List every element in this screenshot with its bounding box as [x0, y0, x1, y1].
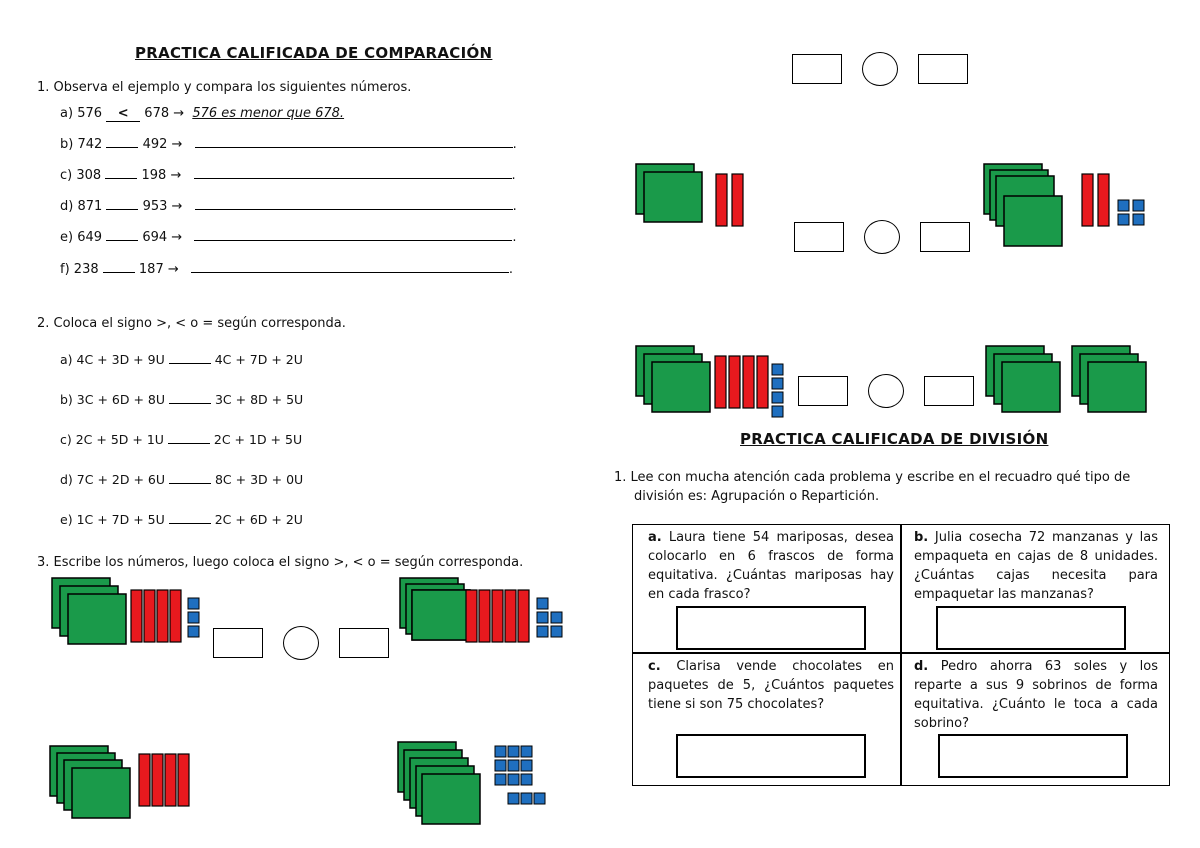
- q1-example-sign: <: [106, 106, 140, 122]
- blocks-group-4: [398, 742, 545, 824]
- q1-row-e: e) 649 694 → .: [60, 230, 517, 245]
- blocks-group-3: [50, 746, 189, 818]
- number-box[interactable]: [924, 376, 974, 406]
- q3-instruction: 3. Escribe los números, luego coloca el signo >, < o = según corresponda.: [37, 555, 524, 570]
- q1-row-d: d) 871 953 → .: [60, 199, 517, 214]
- blocks-group-7: [636, 346, 783, 417]
- sign-circle[interactable]: [862, 52, 898, 86]
- number-box[interactable]: [792, 54, 842, 84]
- number-box[interactable]: [918, 54, 968, 84]
- number-box[interactable]: [794, 222, 844, 252]
- answer-box-d[interactable]: [938, 734, 1128, 778]
- q2-row-b: b) 3C + 6D + 8U 3C + 8D + 5U: [60, 392, 304, 407]
- q2-instruction: 2. Coloca el signo >, < o = según corresponda.: [37, 316, 346, 331]
- problem-b: b. Julia cosecha 72 manzanas y las empaqueta en cajas de 8 unidades. ¿Cuántas cajas necesita para empaquetar las manzanas?: [914, 530, 1158, 602]
- blocks-group-2: [400, 578, 562, 642]
- q1-row-b: b) 742 492 → .: [60, 137, 517, 152]
- q1-row-a: a) 576 < 678 → 576 es menor que 678.: [60, 106, 345, 121]
- problem-d: d. Pedro ahorra 63 soles y los reparte a sus 9 sobrinos de forma equitativa. ¿Cuánto le toca a cada sobrino?: [914, 659, 1158, 731]
- blocks-group-8: [986, 346, 1146, 412]
- sign-circle[interactable]: [283, 626, 319, 660]
- number-box[interactable]: [213, 628, 263, 658]
- problem-c: c. Clarisa vende chocolates en paquetes de 5, ¿Cuántos paquetes tiene si son 75 chocolates?: [648, 659, 894, 712]
- q2-row-a: a) 4C + 3D + 9U 4C + 7D + 2U: [60, 352, 303, 367]
- problem-a: a. Laura tiene 54 mariposas, desea colocarlo en 6 frascos de forma equitativa. ¿Cuántas mariposas hay en cada frasco?: [648, 530, 894, 602]
- q2-row-c: c) 2C + 5D + 1U 2C + 1D + 5U: [60, 432, 303, 447]
- page-title-division: PRACTICA CALIFICADA DE DIVISIÓN: [740, 430, 1049, 448]
- q1-row-c: c) 308 198 → .: [60, 168, 516, 183]
- q2-row-e: e) 1C + 7D + 5U 2C + 6D + 2U: [60, 512, 303, 527]
- answer-box-a[interactable]: [676, 606, 866, 650]
- page-title-comparacion: PRACTICA CALIFICADA DE COMPARACIÓN: [135, 44, 493, 62]
- q2-row-d: d) 7C + 2D + 6U 8C + 3D + 0U: [60, 472, 304, 487]
- q1-row-f: f) 238 187 → .: [60, 262, 514, 277]
- sign-circle[interactable]: [868, 374, 904, 408]
- answer-box-c[interactable]: [676, 734, 866, 778]
- blocks-group-6: [984, 164, 1144, 246]
- sign-circle[interactable]: [864, 220, 900, 254]
- division-instruction-line1: 1. Lee con mucha atención cada problema y escribe en el recuadro qué tipo de: [614, 470, 1131, 485]
- number-box[interactable]: [920, 222, 970, 252]
- q1-example-answer: 576 es menor que 678.: [192, 106, 345, 121]
- number-box[interactable]: [798, 376, 848, 406]
- number-box[interactable]: [339, 628, 389, 658]
- answer-box-b[interactable]: [936, 606, 1126, 650]
- blocks-group-5: [636, 164, 743, 226]
- division-instruction-line2: división es: Agrupación o Repartición.: [634, 489, 880, 504]
- blocks-group-1: [52, 578, 199, 644]
- q1-instruction: 1. Observa el ejemplo y compara los siguientes números.: [37, 80, 412, 95]
